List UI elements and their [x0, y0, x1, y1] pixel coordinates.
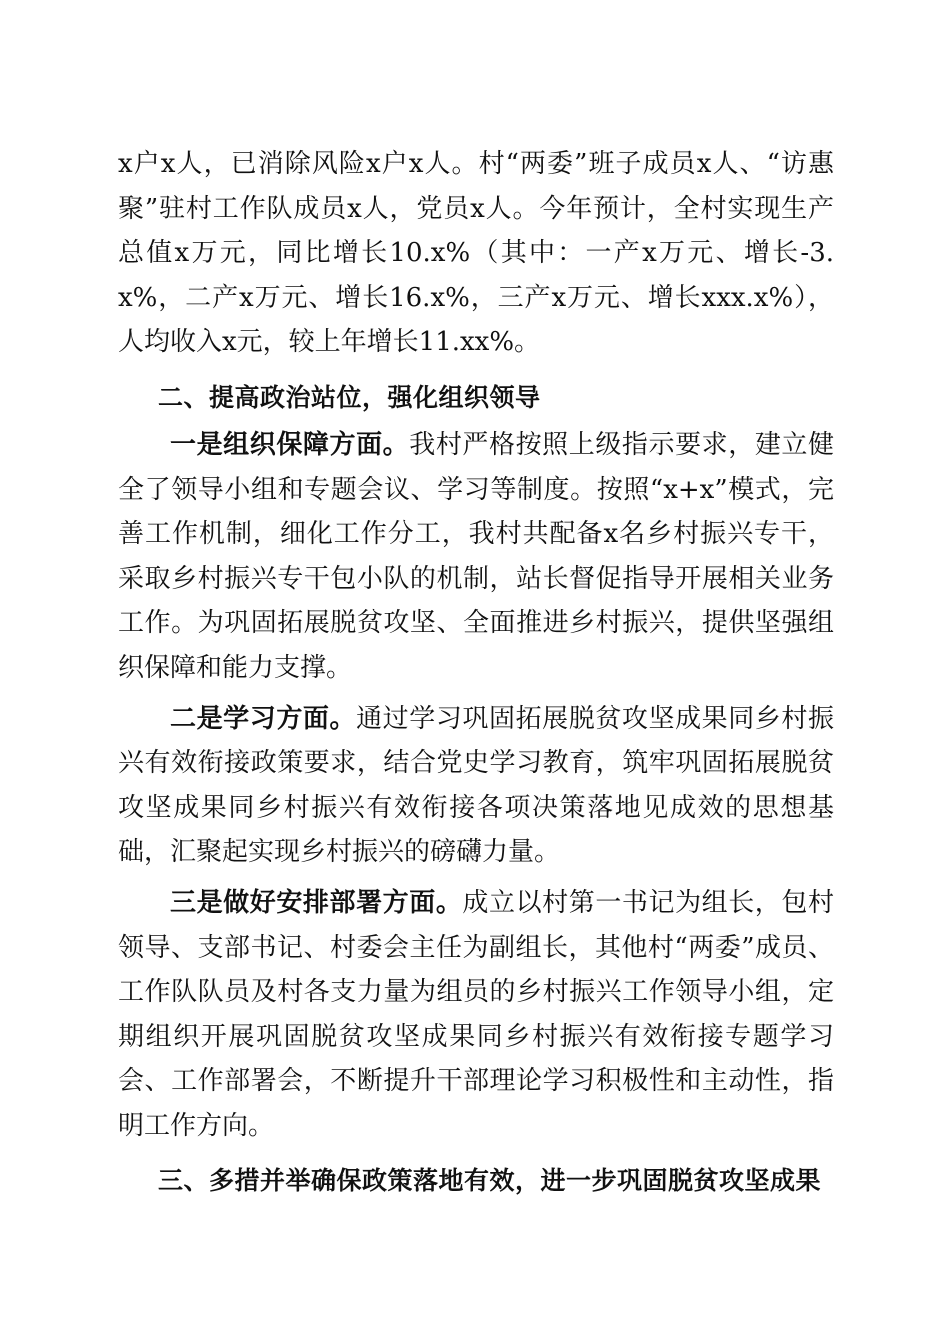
paragraph-text: 我村严格按照上级指示要求，建立健全了领导小组和专题会议、学习等制度。按照“x+x”模式，完善工作机制，细化工作分工，我村共配备x名乡村振兴专干，采取乡村振兴专干包小队的机制，站长督促指导开展相关业务工作。为巩固拓展脱贫攻坚、全面推进乡村振兴，提供坚强组织保障和能力支撑。: [118, 429, 834, 683]
paragraph-organization-guarantee: [118, 423, 834, 691]
document-body: [118, 142, 834, 1206]
paragraph-text: 通过学习巩固拓展脱贫攻坚成果同乡村振兴有效衔接政策要求，结合党史学习教育，筑牢巩固拓展脱贫攻坚成果同乡村振兴有效衔接各项决策落地见成效的思想基础，汇聚起实现乡村振兴的磅礴力量。: [118, 703, 834, 868]
section-heading-3: 三、多措并举确保政策落地有效，进一步巩固脱贫攻坚成果: [158, 1166, 822, 1196]
intro-paragraph: x户x人，已消除风险x户x人。村“两委”班子成员x人、“访惠聚”驻村工作队成员x人，党员x人。今年预计，全村实现生产总值x万元，同比增长10.x%（其中：一产x万元、增长-3.x%，二产x万元、增长16.x%，三产x万元、增长xxx.x%），人均收入x元，较上年增长11.xx%。: [118, 149, 834, 358]
paragraph-study: [118, 697, 834, 875]
section-heading-2: 二、提高政治站位，强化组织领导: [158, 382, 541, 412]
paragraph-text: 成立以村第一书记为组长，包村领导、支部书记、村委会主任为副组长，其他村“两委”成员、工作队队员及村各支力量为组员的乡村振兴工作领导小组，定期组织开展巩固脱贫攻坚成果同乡村振兴有效衔接专题学习会、工作部署会，不断提升干部理论学习积极性和主动性，指明工作方向。: [118, 887, 834, 1141]
paragraph-lead: 二是学习方面。: [170, 703, 357, 734]
paragraph-lead: 一是组织保障方面。: [170, 429, 410, 460]
spacer: [118, 1148, 834, 1154]
paragraph-lead: 三是做好安排部署方面。: [170, 887, 463, 918]
spacer: [118, 365, 834, 371]
paragraph-deployment: [118, 881, 834, 1149]
